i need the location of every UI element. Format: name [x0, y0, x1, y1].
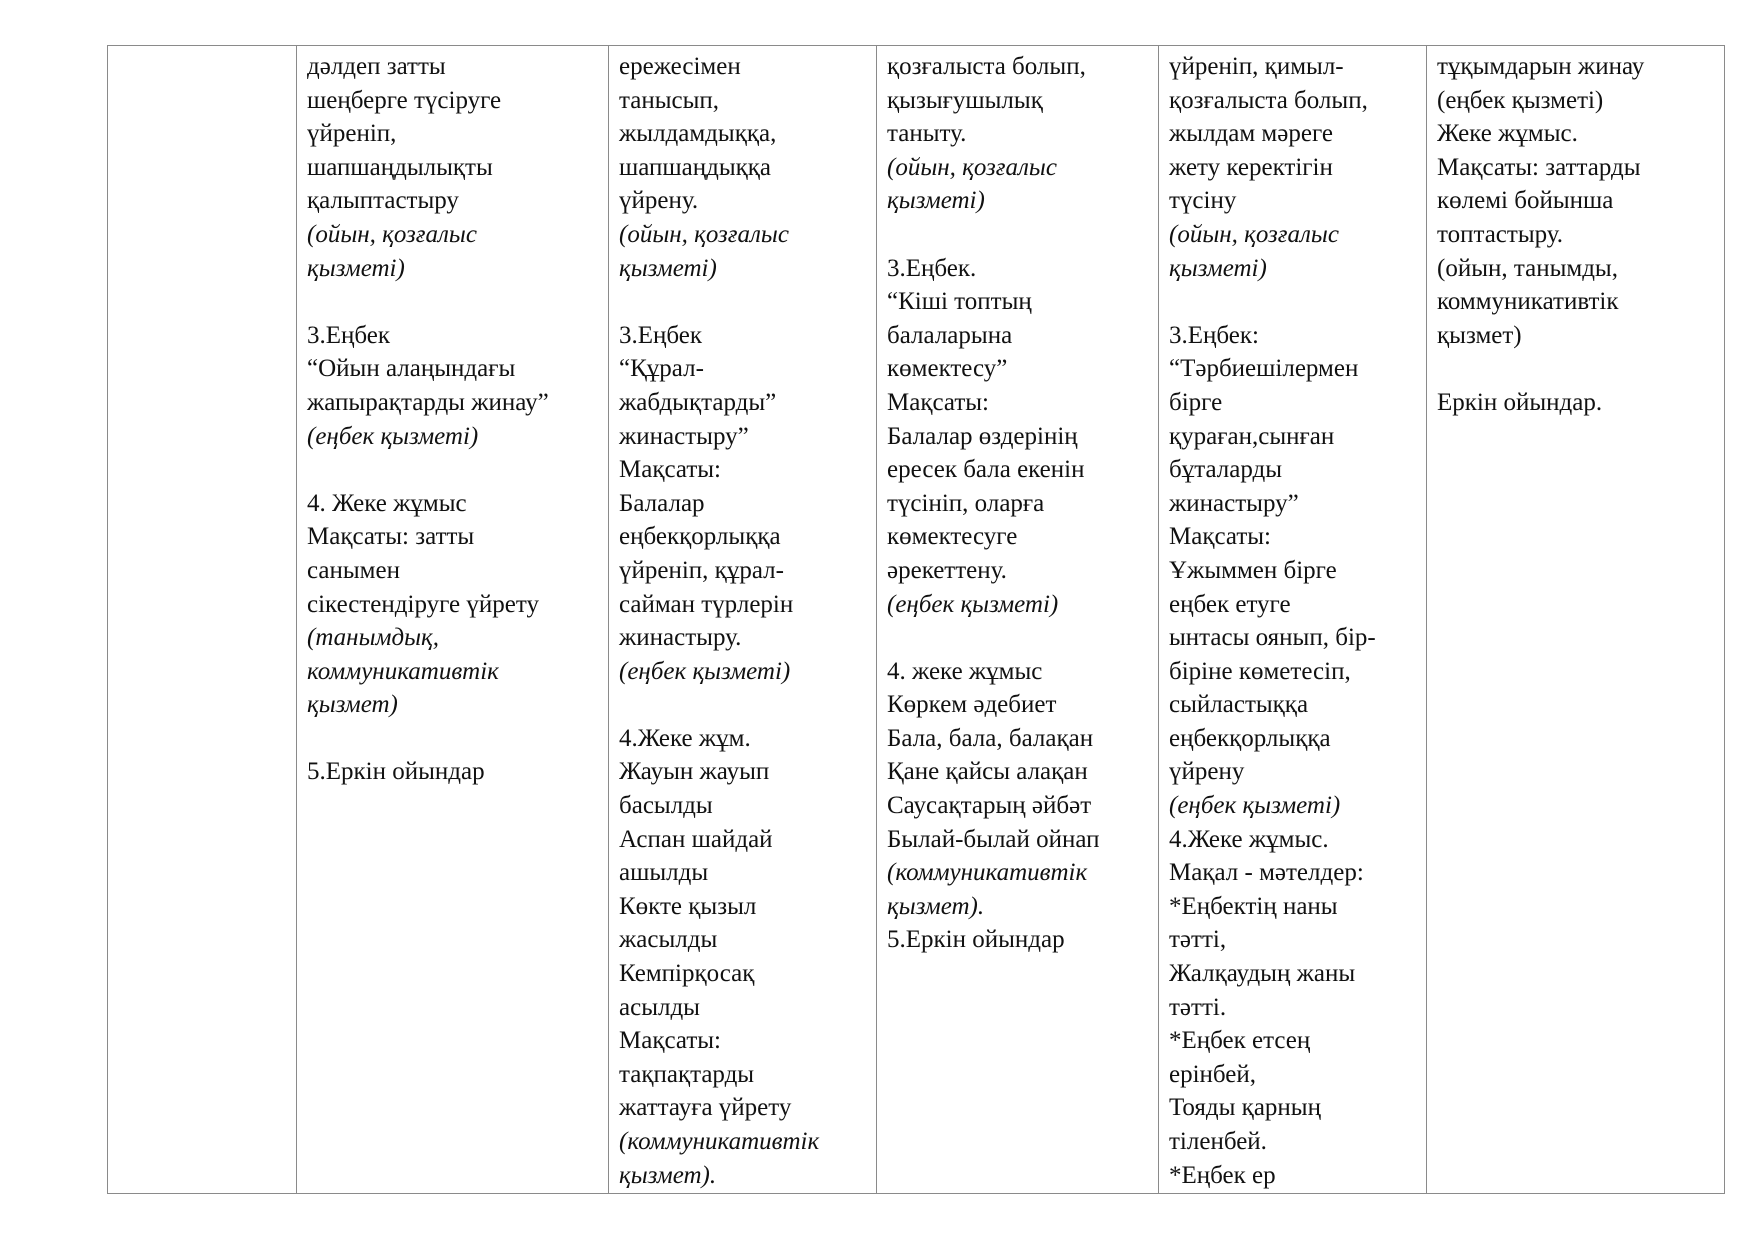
text-line: тәтті.: [1169, 993, 1227, 1021]
text-line: тіленбей.: [1169, 1128, 1267, 1155]
text-line: [307, 453, 598, 487]
text-line: шеңберге түсіруге: [307, 86, 502, 114]
text-line: жылдамдыққа,: [619, 120, 777, 148]
text-line: дәлдеп затты: [307, 53, 446, 80]
text-line: таныту.: [887, 120, 967, 148]
text-line: (коммуникативтік: [619, 1128, 820, 1155]
text-line: қозғалыста болып,: [887, 53, 1086, 80]
text-line: Мақал - мәтелдер:: [1169, 859, 1364, 887]
text-line: тәтті,: [1169, 926, 1227, 954]
text-line: тақпақтарды: [619, 1060, 755, 1088]
text-line: Еркін ойындар.: [1437, 388, 1603, 416]
text-line: (ойын, танымды,: [1437, 254, 1618, 282]
text-line: Жеке жұмыс.: [1437, 120, 1578, 148]
text-line: [619, 688, 866, 722]
text-line: қозғалыста болып,: [1169, 86, 1368, 114]
text-line: Мақсаты: затты: [307, 523, 475, 551]
text-line: Кемпірқосақ: [619, 960, 755, 988]
text-line: балаларына: [887, 321, 1013, 349]
text-line: Бала, бала, балақан: [887, 724, 1094, 752]
text-line: 5.Еркін ойындар: [307, 758, 485, 786]
text-line: ерінбей,: [1169, 1060, 1257, 1088]
text-line: жасылды: [619, 926, 718, 954]
text-line: (ойын, қозғалыс: [1169, 220, 1339, 248]
text-line: [1169, 285, 1416, 319]
text-line: қызметі): [307, 254, 405, 282]
text-line: тұқымдарын жинау: [1437, 53, 1645, 80]
text-line: жаттауға үйрету: [619, 1094, 792, 1122]
text-line: Тояды қарның: [1169, 1094, 1321, 1122]
text-line: жабдықтарды”: [619, 388, 777, 416]
text-line: Көкте қызыл: [619, 892, 757, 920]
text-line: [307, 285, 598, 319]
text-line: (еңбек қызметі): [619, 657, 791, 685]
text-line: үйреніп,: [307, 120, 397, 148]
text-line: (ойын, қозғалыс: [307, 220, 477, 248]
text-line: “Тәрбиешілермен: [1169, 355, 1359, 383]
text-line: басылды: [619, 792, 713, 820]
text-line: 4. Жеке жұмыс: [307, 489, 467, 517]
text-line: қызмет): [1437, 321, 1522, 349]
text-line: үйрену: [1169, 758, 1245, 786]
text-line: [1437, 352, 1714, 386]
text-line: қызмет).: [619, 1161, 717, 1189]
text-line: ашылды: [619, 859, 709, 887]
column-cell-1: [108, 46, 297, 1194]
text-line: 3.Еңбек:: [1169, 321, 1259, 349]
text-line: Былай-былай ойнап: [887, 825, 1100, 853]
text-line: қызметі): [619, 254, 717, 282]
text-line: шапшаңдылықты: [307, 153, 493, 181]
text-line: үйрену.: [619, 187, 699, 215]
column-cell-3: [609, 46, 877, 1194]
text-line: (ойын, қозғалыс: [619, 220, 789, 248]
text-line: 4.Жеке жұмыс.: [1169, 825, 1329, 853]
text-line: Мақсаты:: [887, 388, 989, 416]
text-line: (еңбек қызметі): [307, 422, 479, 450]
text-line: санымен: [307, 556, 400, 584]
text-line: [619, 285, 866, 319]
text-line: жинастыру”: [1169, 489, 1299, 517]
text-line: қалыптастыру: [307, 187, 459, 215]
text-line: жинастыру.: [619, 624, 742, 652]
text-line: топтастыру.: [1437, 220, 1564, 248]
column-cell-5: [1159, 46, 1427, 1194]
text-line: (танымдық,: [307, 624, 439, 652]
text-line: еңбекқорлыққа: [1169, 724, 1331, 752]
text-line: Мақсаты: заттарды: [1437, 153, 1641, 181]
text-line: Жауын жауып: [619, 758, 770, 786]
text-line: қураған,сынған: [1169, 422, 1335, 450]
text-line: [887, 218, 1148, 252]
text-line: жылдам мәреге: [1169, 120, 1333, 148]
text-line: көлемі бойынша: [1437, 187, 1614, 215]
text-line: үйреніп, құрал-: [619, 556, 784, 584]
text-line: 5.Еркін ойындар: [887, 926, 1065, 954]
text-line: “Құрал-: [619, 355, 704, 383]
text-line: жету керектігін: [1169, 153, 1333, 181]
text-line: “Ойын алаңындағы: [307, 355, 516, 383]
text-line: Мақсаты:: [1169, 523, 1271, 551]
text-line: үйреніп, қимыл-: [1169, 53, 1344, 80]
text-line: сікестендіруге үйрету: [307, 590, 539, 618]
text-line: ережесімен: [619, 53, 741, 80]
text-line: түсініп, оларға: [887, 489, 1045, 517]
text-line: көмектесуге: [887, 523, 1018, 551]
text-line: танысып,: [619, 86, 720, 114]
text-line: [887, 621, 1148, 655]
text-line: Балалар өздерінің: [887, 422, 1078, 450]
text-line: біріне көметесіп,: [1169, 657, 1351, 685]
text-line: ынтасы оянып, бір-: [1169, 624, 1376, 652]
text-line: асылды: [619, 993, 700, 1021]
text-line: Аспан шайдай: [619, 825, 773, 853]
text-line: Балалар: [619, 489, 705, 517]
text-line: сыйластыққа: [1169, 691, 1309, 719]
text-line: коммуникативтік: [1437, 288, 1619, 316]
text-line: Саусақтарың әйбәт: [887, 792, 1092, 820]
column-cell-4: [877, 46, 1159, 1194]
text-line: қызметі): [1169, 254, 1267, 282]
text-line: (коммуникативтік: [887, 859, 1088, 887]
text-line: 3.Еңбек.: [887, 254, 977, 282]
column-cell-2: [297, 46, 609, 1194]
text-line: бұталарды: [1169, 456, 1283, 484]
column-cell-6: [1427, 46, 1725, 1194]
text-line: (еңбек қызметі): [1437, 86, 1604, 114]
text-line: шапшаңдыққа: [619, 153, 772, 181]
text-line: 4. жеке жұмыс: [887, 657, 1043, 685]
text-line: *Еңбек етсең: [1169, 1027, 1311, 1055]
text-line: әрекеттену.: [887, 556, 1007, 584]
text-line: түсіну: [1169, 187, 1237, 215]
text-line: көмектесу”: [887, 355, 1008, 383]
text-line: (еңбек қызметі): [887, 590, 1059, 618]
text-line: Мақсаты:: [619, 1027, 721, 1055]
text-line: қызмет): [307, 691, 398, 719]
text-line: қызметі): [887, 187, 985, 215]
text-line: *Еңбек ер: [1169, 1161, 1276, 1189]
text-line: (еңбек қызметі): [1169, 792, 1341, 820]
text-line: 3.Еңбек: [619, 321, 703, 349]
text-line: Көркем әдебиет: [887, 691, 1057, 719]
text-line: 3.Еңбек: [307, 321, 391, 349]
text-line: [307, 722, 598, 756]
text-line: еңбекқорлыққа: [619, 523, 781, 551]
text-line: бірге: [1169, 388, 1223, 416]
text-line: ересек бала екенін: [887, 456, 1085, 484]
text-line: Ұжыммен бірге: [1169, 556, 1337, 584]
text-line: Мақсаты:: [619, 456, 721, 484]
text-line: жапырақтарды жинау”: [307, 388, 549, 416]
table-row: [108, 46, 1725, 1194]
text-line: қызмет).: [887, 892, 985, 920]
text-line: жинастыру”: [619, 422, 749, 450]
text-line: (ойын, қозғалыс: [887, 153, 1057, 181]
text-line: “Кіші топтың: [887, 288, 1032, 316]
text-line: Жалқаудың жаны: [1169, 960, 1356, 988]
text-line: 4.Жеке жұм.: [619, 724, 751, 752]
text-line: сайман түрлерін: [619, 590, 794, 618]
text-line: қызығушылық: [887, 86, 1043, 114]
plan-table: [107, 45, 1725, 1194]
text-line: *Еңбектің наны: [1169, 892, 1338, 920]
text-line: еңбек етуге: [1169, 590, 1291, 618]
text-line: Қане қайсы алақан: [887, 758, 1088, 786]
text-line: коммуникативтік: [307, 657, 499, 685]
